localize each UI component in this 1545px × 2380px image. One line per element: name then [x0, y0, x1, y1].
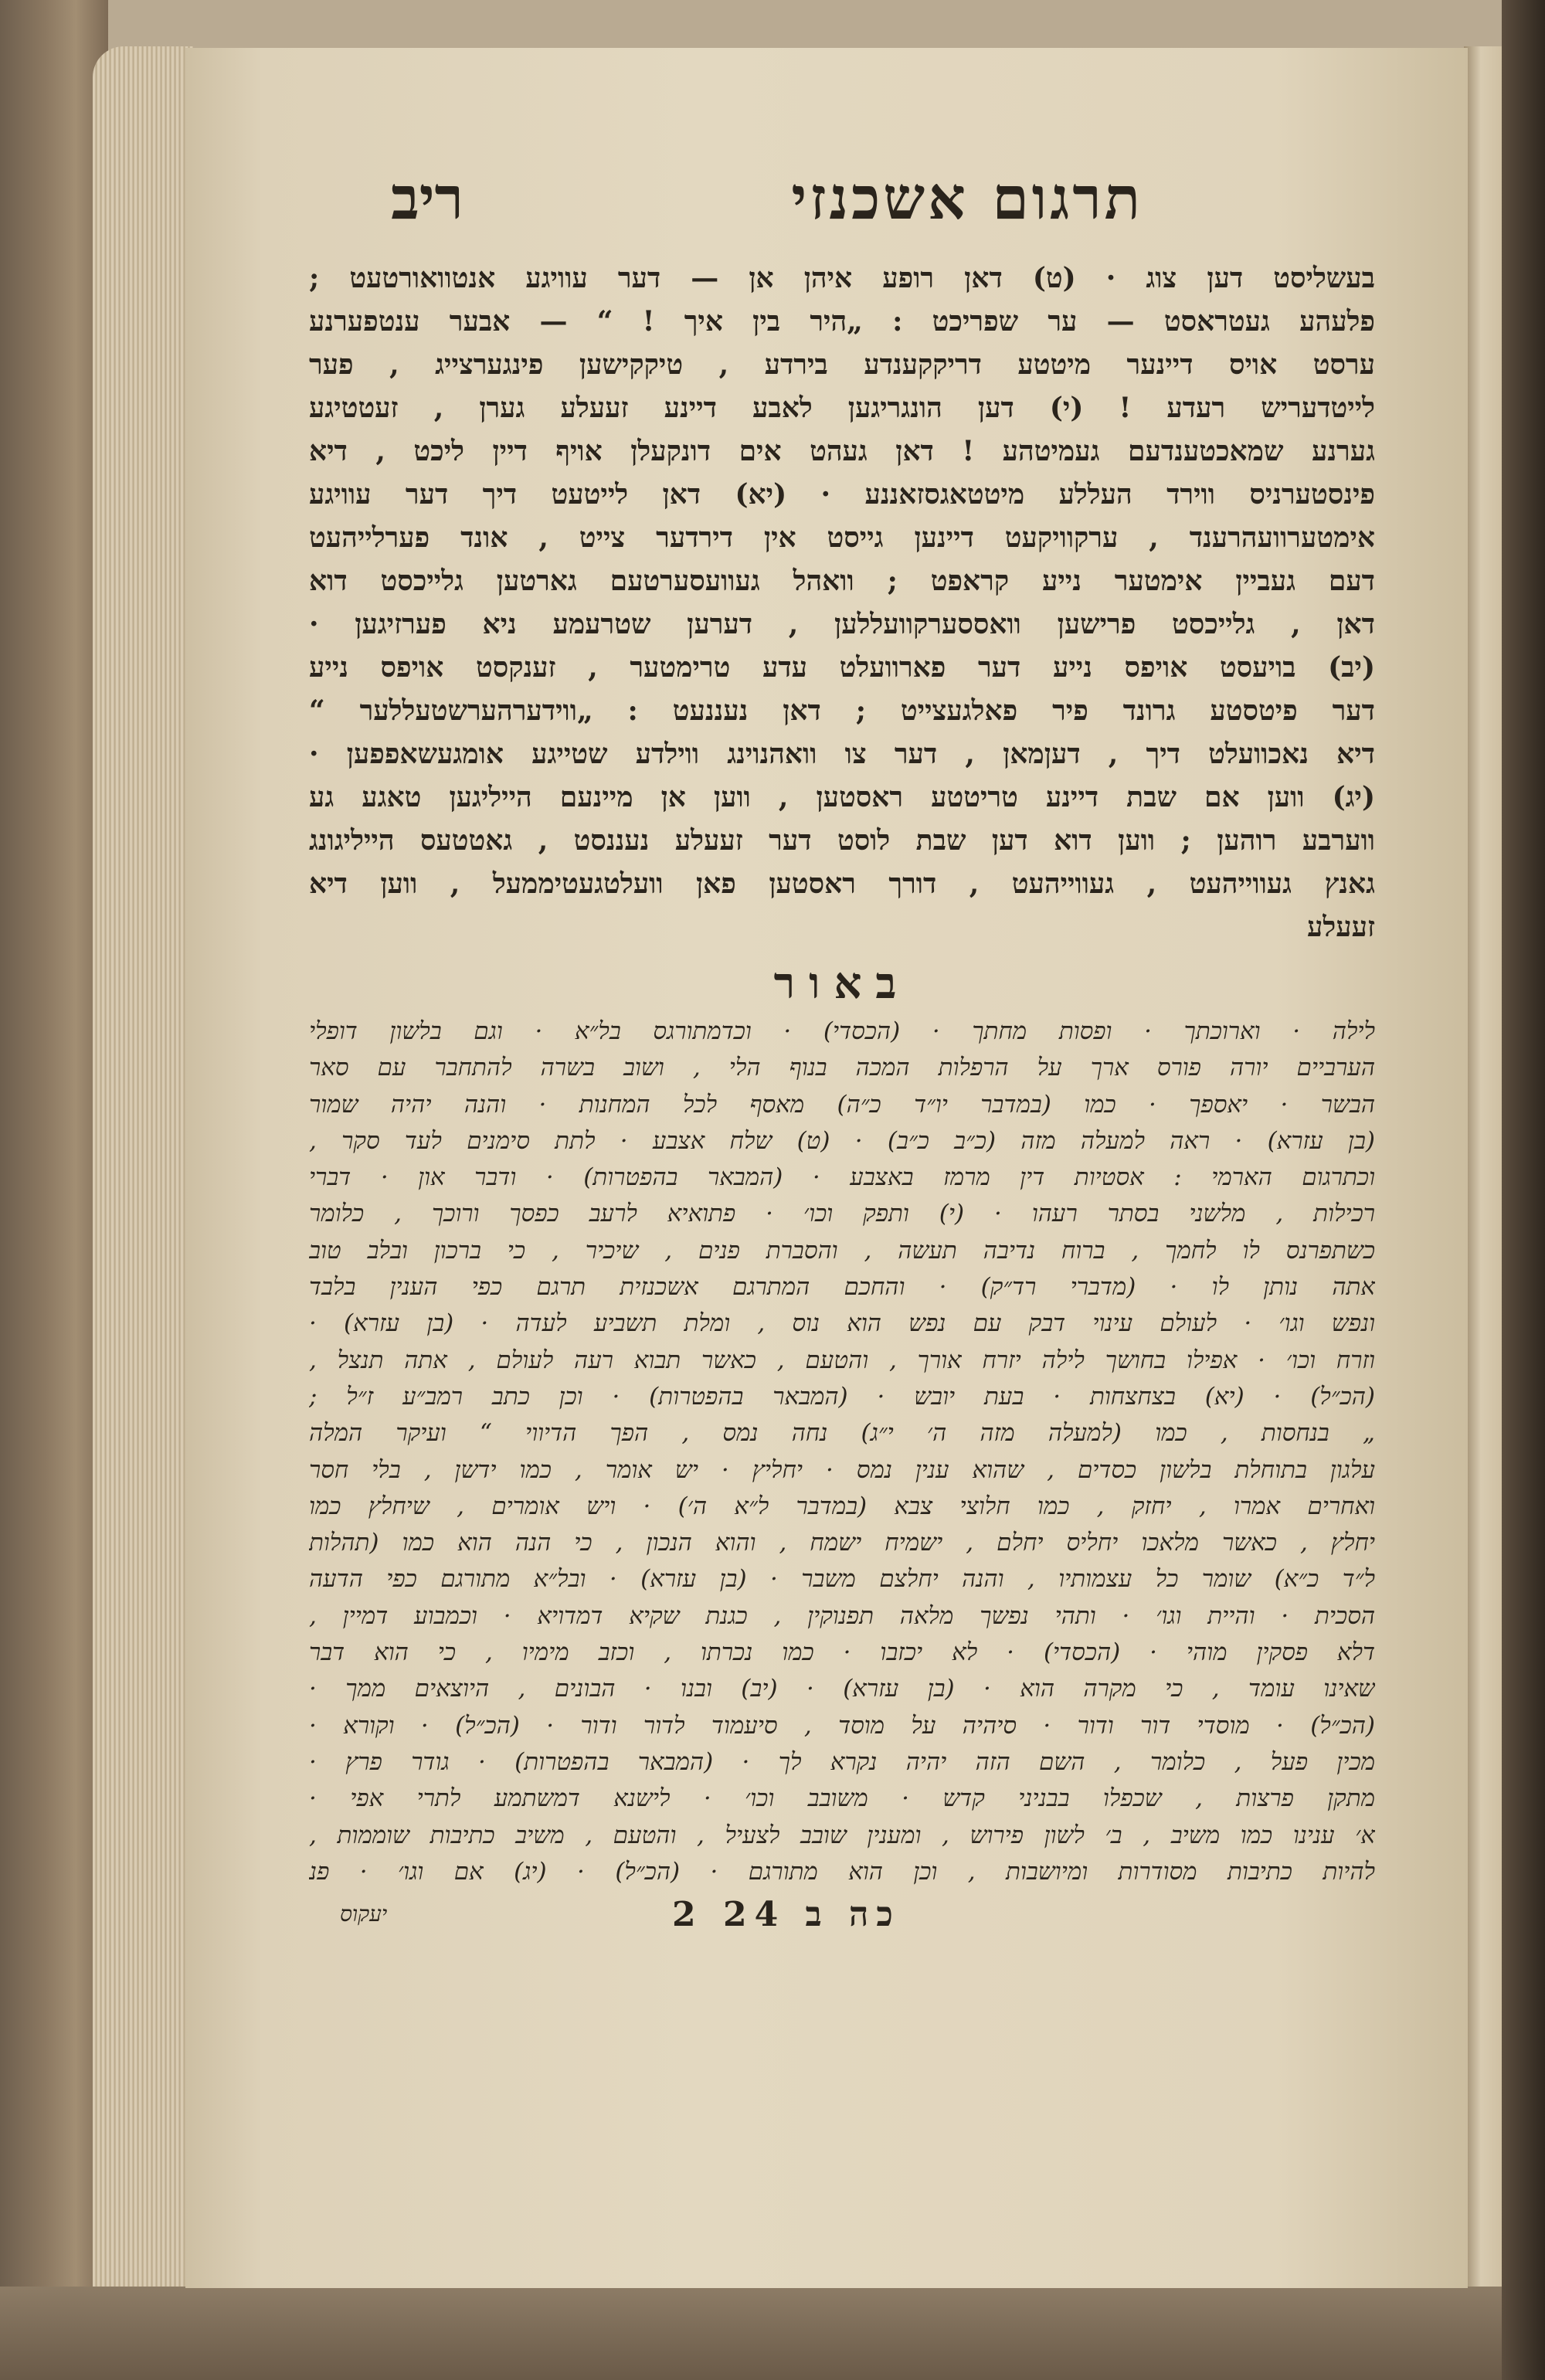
translation-text — [309, 256, 1375, 949]
commentary-line: מכין פעל , כלומר , השם הזה יהיה נקרא לך · (המבאר בהפטרות) · גודר פרץ · — [309, 1747, 1375, 1776]
commentary-line: (בן עזרא) · ראה למעלה מזה (כ״ב כ״ב) · (ט) שלח אצבע · לתת סימנים לעד סקר , — [309, 1126, 1375, 1155]
commentary-line: ל״ד כ״א) שומר כל עצמותיו , והנה יחלצם משבר · (בן עזרא) · ובל״א מתורגם כפי הדעה — [309, 1565, 1375, 1594]
book-page — [185, 48, 1468, 2288]
commentary-line: „ בנחסות , כמו (למעלה מזה ה׳ י״ג) נחה נמס , הפך הדיווי “ ועיקר המלה — [309, 1419, 1375, 1448]
commentary-line: לילה · וארוכתך · ופסות מחתך · (הכסדי) · וכדמתורגס בל״א · וגם בלשון דופלי — [309, 1017, 1375, 1045]
signature-letters: כה ב — [805, 1895, 901, 1935]
book-cover-left — [0, 0, 108, 2380]
text-line: ווערבע רוהען ; ווען דוא דען שבת לוסט דער זעעלע נעננסט , גאטטעס הייליגונג — [309, 824, 1375, 857]
text-line: (יג) ווען אם שבת דיינע טריטטע ראסטען , ווען אן מיינעם הייליגען טאגע גע — [309, 781, 1375, 813]
commentary-line: יחלץ , כאשר מלאכו יחליס יחלם , ישמיח ישמח , והוא הנכון , כי הנה הוא כמו (תהלות — [309, 1529, 1375, 1557]
page-content — [309, 164, 1375, 1949]
commentary-line: הסכית · והיית וגו׳ · ותהי נפשך מלאה תפנוקין , כגנת שקיא דמדויא · וכמבוע דמיין , — [309, 1601, 1375, 1630]
page-number: ריב — [391, 164, 464, 233]
text-line: גאנץ געווייהעט , געווייהעט , דורך ראסטען פאן וועלטגעטיממעל , ווען דיא — [309, 867, 1375, 900]
book-cover-right — [1502, 0, 1545, 2380]
commentary-line: רכילות , מלשני בסתר רעהו · (י) ותפק וכו׳ · פתואיא לרעב כפסך ורוכך , כלומר — [309, 1200, 1375, 1228]
section-title: באור — [773, 958, 911, 1009]
running-title: תרגום אשכנזי — [791, 164, 1143, 233]
commentary-line: כשתפרנס לו לחמך , ברוח נדיבה תעשה , והסברת פנים , שיכיר , כי ברכון ובלב טוב — [309, 1236, 1375, 1265]
text-line: דעם געביין אימטער נייע קראפט ; וואהל געוועסערטעם גארטען גלייכסט דוא — [309, 565, 1375, 597]
page-header — [309, 164, 1375, 249]
signature-number: 24 2 — [672, 1895, 786, 1935]
text-line: לייטדעריש רעדע ! (י) דען הונגריגען לאבע דיינע זעעלע גערן , זעטטיגע — [309, 392, 1375, 424]
text-line: פינסטערניס ווירד העללע מיטטאגסזאננע · (יא) דאן לייטעט דיך דער עוויגע — [309, 478, 1375, 511]
commentary-line: ונפש וגו׳ · לעולם עינוי דבק עם נפש הוא נוס , ומלת תשביע לעדה · (בן עזרא) · — [309, 1309, 1375, 1338]
text-line: (יב) בויעסט אויפס נייע דער פארוועלט עדע טרימטער , זענקסט אויפס נייע — [309, 651, 1375, 684]
signature-mark — [672, 1895, 901, 1934]
text-line: בעשליסט דען צוג · (ט) דאן רופע איהן אן — דער עוויגע אנטוואורטעט ; — [309, 262, 1375, 294]
commentary-line: אתה נותן לו · (מדברי רד״ק) · והחכם המתרגם אשכנזית תרגם כפי הענין בלבד — [309, 1273, 1375, 1302]
commentary-line: הבשר · יאספך · כמו (במדבר יו״ד כ״ה) מאסף לכל המחנות · והנה יהיה שמור — [309, 1090, 1375, 1119]
text-line: דיא נאכוועלט דיך , דעןמאן , דער צו וואהנוינג ווילדע שטייגע אומגעשאפפען · — [309, 738, 1375, 770]
commentary-line: עלגון בתוחלת בלשון כסדים , שהוא ענין נמס · יחליץ · יש אומר , כמו ידשן , בלי חסר — [309, 1455, 1375, 1484]
commentary-line: וזרח וכו׳ · אפילו בחושך לילה יזרח אורך , והטעם , כאשר תבוא רעה לעולם , אתה תנצל , — [309, 1346, 1375, 1374]
text-line: אימטערוועהרענד , ערקוויקעט דיינען גייסט אין דירדער צייט , אונד פערלייהעט — [309, 521, 1375, 554]
facing-page-edge — [1464, 46, 1506, 2287]
catchword: יעקוס — [340, 1901, 388, 1927]
text-line: זעעלע — [1307, 911, 1375, 943]
commentary-line: להיות כתיבות מסודרות ומיושבות , וכן הוא מתורגם · (הכ״ל) · (יג) אם וגו׳ · פנ — [309, 1857, 1375, 1886]
commentary-line: הערביים יורה פורס ארך על הרפלות המכה בנוף הלי , ושוב בשרה להתחבר עם סאר — [309, 1054, 1375, 1082]
text-line: ערסט אויס דיינער מיטטע דריקקענדע בירדע , טיקקישען פינגערצייג , פער — [309, 348, 1375, 381]
commentary-line: ואחרים אמרו , יחזק , כמו חלוצי צבא (במדבר ל״א ה׳) · ויש אומרים , שיחלץ כמו — [309, 1492, 1375, 1520]
commentary-line: מתקן פרצות , שכפלו בבניני קדש · משובב וכו׳ · לישנא דמשתמע לתרי אפי · — [309, 1784, 1375, 1813]
book-cover-bottom — [0, 2287, 1545, 2380]
page-block-edges — [93, 46, 193, 2317]
text-line: גערנע שמאכטענדעם געמיטהע ! דאן געהט אים דונקעלן אויף דיין ליכט , דיא — [309, 435, 1375, 467]
commentary-text — [309, 1013, 1375, 1890]
commentary-line: שאינו עומד , כי מקרה הוא · (בן עזרא) · (יב) ובנו · הבונים , היוצאים ממך · — [309, 1675, 1375, 1703]
page-footer — [309, 1895, 1375, 1949]
text-line: דאן , גלייכסט פרישען וואססערקוועללען , דערען שטרעמע ניא פערזיגען · — [309, 608, 1375, 640]
commentary-line: א׳ ענינו כמו משיב , ב׳ לשון פירוש , ומענין שובב לצעיל , והטעם , משיב כתיבות שוממות , — [309, 1821, 1375, 1849]
commentary-line: (הכ״ל) · (יא) בצחצחות · בעת יובש · (המבאר בהפטרות) · וכן כתב רמב״ע ז״ל ; — [309, 1382, 1375, 1411]
text-line: דער פיטסטע גרונד פיר פאלגעצייט ; דאן נעננעט : „ווידערהערשטעללער “ — [309, 694, 1375, 727]
commentary-line: וכתרגום הארמי : אסטיות דין מרמז באצבע · (המבאר בהפטרות) · ודבר און · דברי — [309, 1163, 1375, 1192]
commentary-line: דלא פסקין מוהי · (הכסדי) · לא יכזבו · כמו נכרתו , וכזב מימיו , כי הוא דבר — [309, 1638, 1375, 1667]
commentary-line: (הכ״ל) · מוסדי דור ודור · סיהיה על מוסד , סיעמוד לדור ודור · (הכ״ל) · וקורא · — [309, 1711, 1375, 1740]
text-line: פלעהע געטראסט — ער שפריכט : „היר בין איך ! “ — אבער ענטפערנע — [309, 305, 1375, 338]
